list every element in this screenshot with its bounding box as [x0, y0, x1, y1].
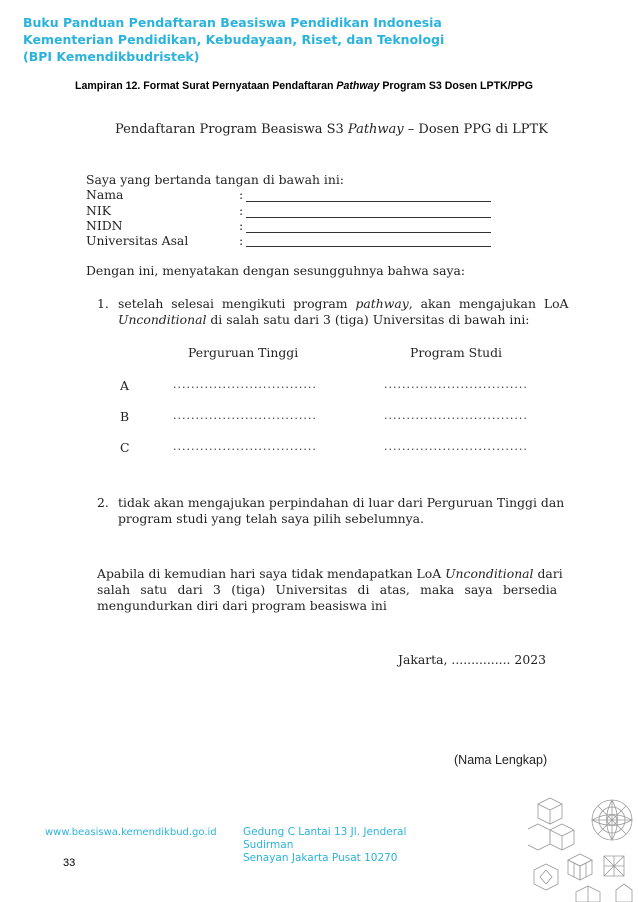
table-header-ps: Program Studi	[410, 345, 502, 360]
item1-line2	[118, 312, 529, 327]
field-label-nik: NIK	[86, 203, 111, 218]
field-label-nidn: NIDN	[86, 218, 123, 233]
field-label-nama: Nama	[86, 187, 124, 202]
form-title-suffix: – Dosen PPG di LPTK	[403, 122, 548, 137]
closing-line3: mengundurkan diri dari program beasiswa ini	[97, 598, 387, 613]
table-row-pt-blank[interactable]: ................................	[173, 440, 317, 453]
item1-italic-pathway: pathway	[355, 296, 409, 311]
table-row-ps-blank[interactable]: ................................	[384, 378, 528, 391]
footer-website[interactable]: www.beasiswa.kemendikbud.go.id	[45, 827, 217, 838]
footer-address-1: Gedung C Lantai 13 Jl. Jenderal	[243, 826, 407, 838]
closing-line2: salah satu dari 3 (tiga) Universitas di atas, maka saya bersedia	[97, 582, 558, 597]
footer-address-3: Senayan Jakarta Pusat 10270	[243, 852, 398, 864]
header-ministry: Kementerian Pendidikan, Kebudayaan, Riset, dan Teknologi	[23, 32, 445, 47]
item1-italic-unconditional: Unconditional	[118, 312, 207, 327]
header-abbrev: (BPI Kemendikbudristek)	[23, 49, 200, 64]
form-title-prefix: Pendaftaran Program Beasiswa S3	[115, 122, 348, 137]
decorative-ornament-icon	[528, 790, 638, 902]
item1-number: 1.	[97, 296, 109, 311]
statement-text: Dengan ini, menyatakan dengan sesungguhnya bahwa saya:	[86, 263, 466, 278]
field-colon: :	[239, 187, 244, 202]
field-line-nama[interactable]	[246, 201, 491, 202]
item1-text-b: , akan mengajukan LoA	[408, 296, 569, 311]
closing-text-a: Apabila di kemudian hari saya tidak mendapatkan LoA	[97, 566, 446, 581]
item2-number: 2.	[97, 495, 109, 510]
signature-name: (Nama Lengkap)	[454, 753, 548, 767]
field-colon: :	[239, 203, 244, 218]
intro-text: Saya yang bertanda tangan di bawah ini:	[86, 172, 344, 187]
form-title	[115, 122, 548, 137]
table-row-key: B	[120, 409, 130, 424]
field-label-universitas: Universitas Asal	[86, 233, 189, 248]
item2-line2: program studi yang telah saya pilih sebelumnya.	[118, 511, 424, 526]
item1-line1	[118, 296, 569, 311]
closing-text-b: dari	[533, 566, 563, 581]
table-row-key: C	[120, 440, 130, 455]
table-row-key: A	[120, 378, 129, 393]
closing-italic: Unconditional	[445, 566, 534, 581]
field-line-nidn[interactable]	[246, 232, 491, 233]
closing-line1	[97, 566, 563, 581]
lampiran-suffix: Program S3 Dosen LPTK/PPG	[379, 80, 534, 92]
field-line-nik[interactable]	[246, 217, 491, 218]
item2-line1: tidak akan mengajukan perpindahan di luar dari Perguruan Tinggi dan	[118, 495, 565, 510]
table-row-ps-blank[interactable]: ................................	[384, 440, 528, 453]
footer-address-2: Sudirman	[243, 839, 294, 851]
field-colon: :	[239, 218, 244, 233]
form-title-italic: Pathway	[347, 122, 404, 137]
page-number: 33	[63, 857, 76, 869]
field-colon: :	[239, 233, 244, 248]
lampiran-title	[75, 80, 533, 92]
item1-text-a: setelah selesai mengikuti program	[118, 296, 356, 311]
lampiran-italic: Pathway	[336, 80, 380, 92]
table-header-pt: Perguruan Tinggi	[188, 345, 299, 360]
item1-text-c: di salah satu dari 3 (tiga) Universitas di bawah ini:	[206, 312, 530, 327]
lampiran-prefix: Lampiran 12. Format Surat Pernyataan Pendaftaran	[75, 80, 337, 92]
table-row-ps-blank[interactable]: ................................	[384, 409, 528, 422]
header-title: Buku Panduan Pendaftaran Beasiswa Pendidikan Indonesia	[23, 15, 442, 30]
place-date: Jakarta, ............... 2023	[398, 652, 546, 667]
field-line-universitas[interactable]	[246, 246, 491, 247]
table-row-pt-blank[interactable]: ................................	[173, 409, 317, 422]
table-row-pt-blank[interactable]: ................................	[173, 378, 317, 391]
